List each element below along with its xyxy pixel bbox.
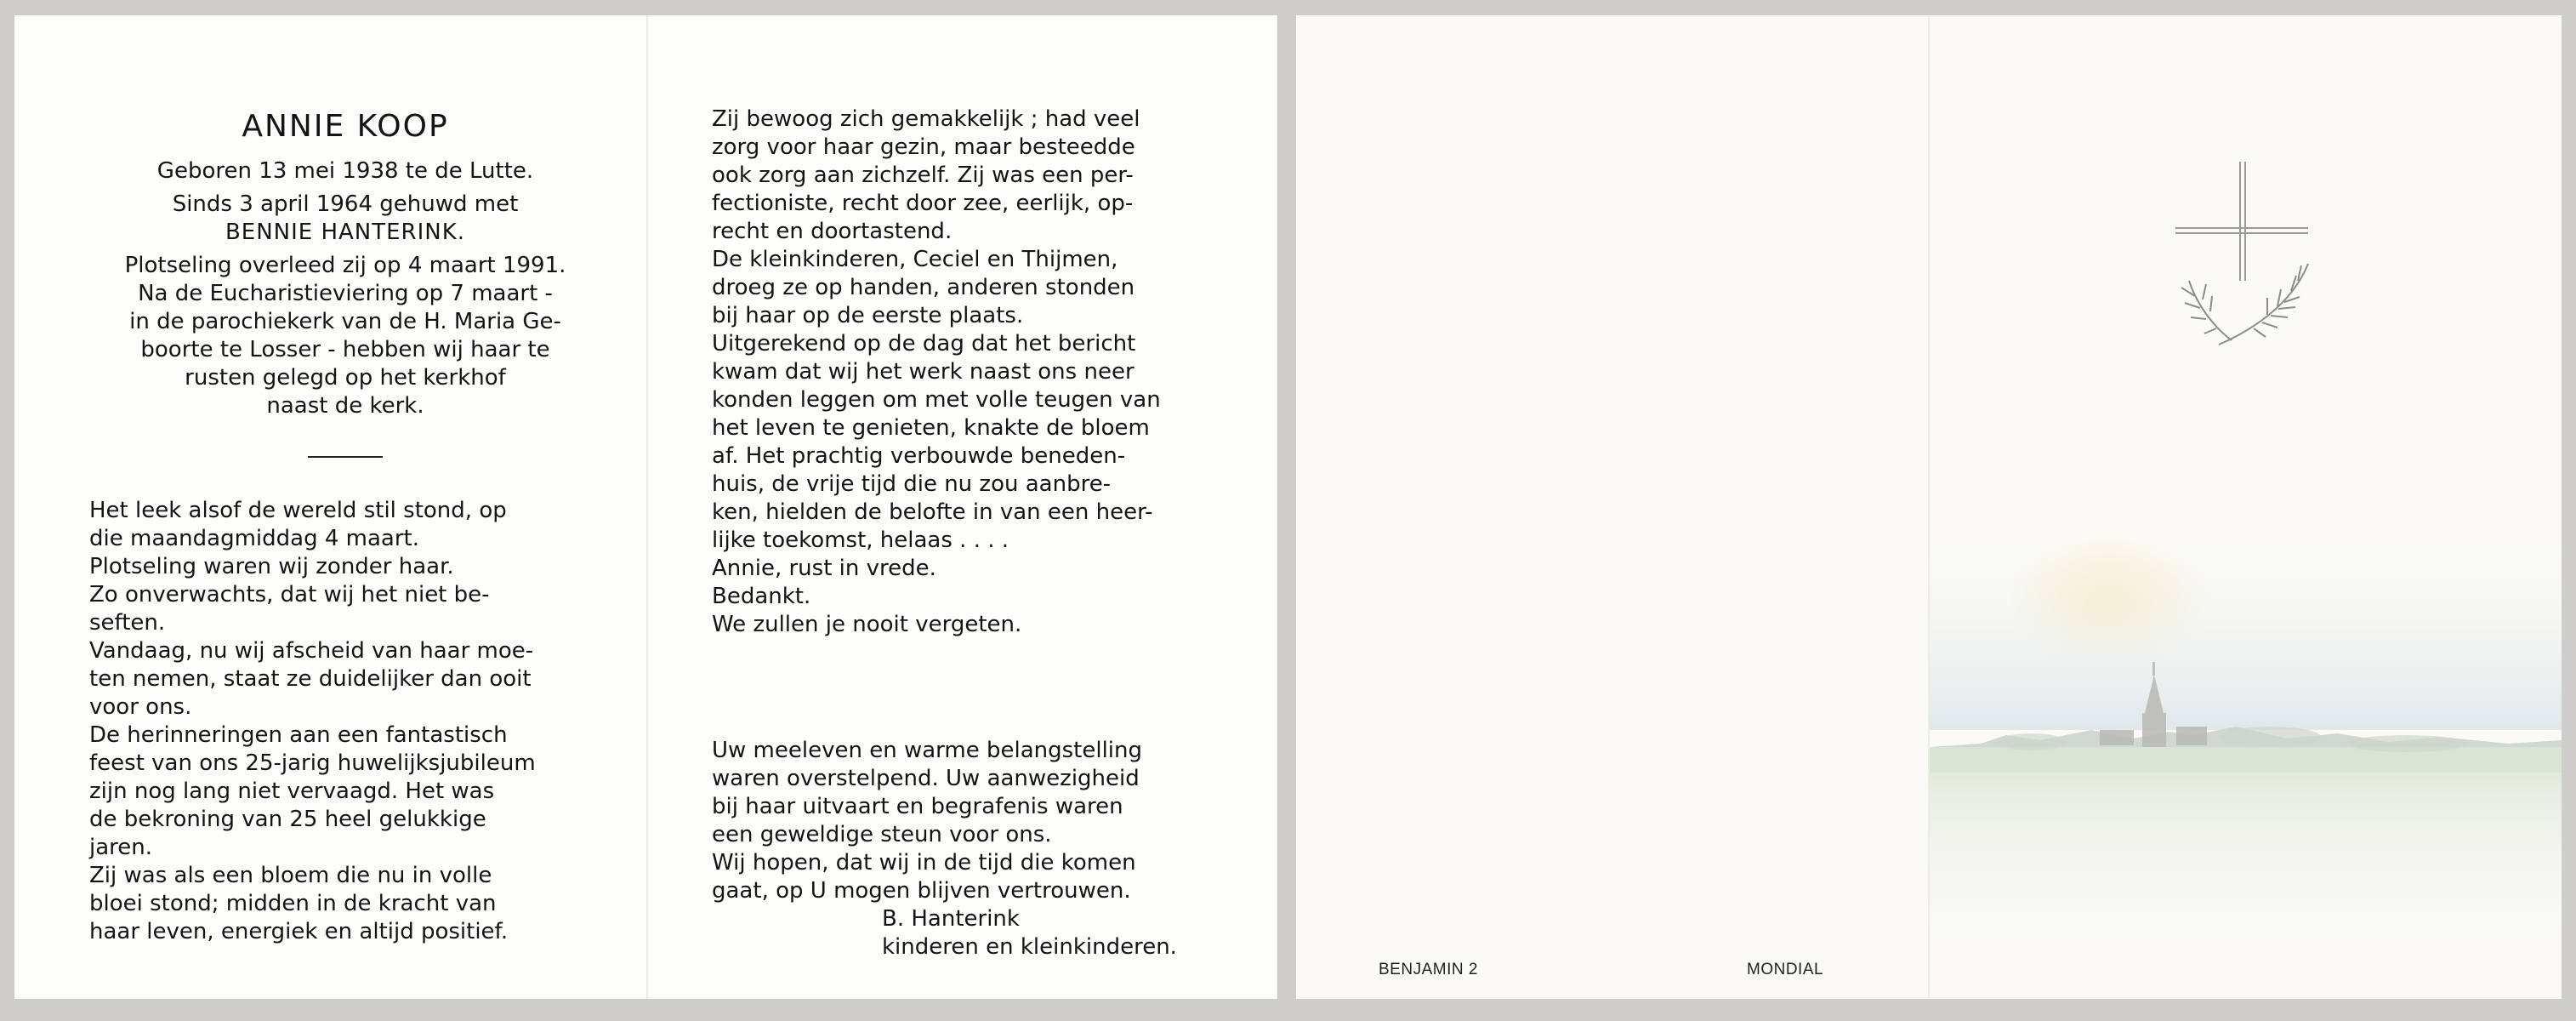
text-line: jaren. <box>89 835 153 860</box>
text-line: ook zorg aan zichzelf. Zij was een per- <box>712 163 1134 188</box>
memorial-card-text-side <box>14 15 1277 999</box>
signature: B. Hanterink <box>882 906 1020 932</box>
village-scene <box>1930 492 2562 999</box>
text-line: Zij was als een bloem die nu in volle <box>89 863 492 888</box>
text-line: bloei stond; midden in de kracht van <box>89 891 497 916</box>
text-line: zijn nog lang niet vervaagd. Het was <box>89 779 495 804</box>
text-line: ken, hielden de belofte in van een heer- <box>712 499 1153 525</box>
text-line: De herinneringen aan een fantastisch <box>89 722 508 748</box>
publisher-label: MONDIAL <box>1747 961 1824 978</box>
text-line: recht en doortastend. <box>712 219 952 244</box>
intro-line: Geboren 13 mei 1938 te de Lutte. <box>156 158 534 184</box>
text-line: Annie, rust in vrede. <box>712 556 936 581</box>
text-line: Uw meeleven en warme belangstelling <box>712 738 1143 763</box>
text-line: af. Het prachtig verbouwde beneden- <box>712 443 1126 469</box>
text-line: gaat, op U mogen blijven vertrouwen. <box>712 878 1131 904</box>
text-line: konden leggen om met volle teugen van <box>712 387 1161 413</box>
divider <box>308 456 383 458</box>
intro-line: Sinds 3 april 1964 gehuwd met <box>172 191 519 217</box>
cross-with-palm-icon <box>2172 162 2317 366</box>
intro-line: Na de Eucharistieviering op 7 maart - <box>138 281 553 306</box>
intro-line: boorte te Losser - hebben wij haar te <box>140 337 550 362</box>
intro-line: naast de kerk. <box>266 393 424 419</box>
text-line: het leven te genieten, knakte de bloem <box>712 415 1150 441</box>
text-line: Zo onverwachts, dat wij het niet be- <box>89 582 490 607</box>
text-line: seften. <box>89 610 166 636</box>
fold-line <box>646 15 648 999</box>
cross-icon <box>2172 162 2317 366</box>
body-text-page-1 <box>89 497 601 946</box>
text-line: De kleinkinderen, Ceciel en Thijmen, <box>712 247 1118 272</box>
spacer <box>712 639 1226 737</box>
text-line: kwam dat wij het werk naast ons neer <box>712 359 1134 385</box>
text-line: fectioniste, recht door zee, eerlijk, op- <box>712 191 1134 216</box>
body-text-page-2 <box>712 106 1226 639</box>
intro-line: Plotseling overleed zij op 4 maart 1991. <box>124 253 566 278</box>
intro-line: rusten gelegd op het kerkhof <box>185 365 506 391</box>
text-line: Zij bewoog zich gemakkelijk ; had veel <box>712 106 1140 132</box>
deceased-name: ANNIE KOOP <box>242 109 449 144</box>
text-line: de bekroning van 25 heel gelukkige <box>89 807 486 832</box>
text-line: ten nemen, staat ze duidelijker dan ooit <box>89 666 532 692</box>
memorial-card-cover-side <box>1296 15 2562 999</box>
card-page-2 <box>712 106 1226 961</box>
text-line: bij haar uitvaart en begrafenis waren <box>712 794 1123 819</box>
text-line: Het leek alsof de wereld stil stond, op <box>89 498 507 523</box>
text-line: Uitgerekend op de dag dat het bericht <box>712 331 1136 356</box>
spouse-name: BENNIE HANTERINK. <box>225 220 466 245</box>
printer-code-label: BENJAMIN 2 <box>1379 961 1478 978</box>
card-page-1 <box>89 109 601 946</box>
text-line: bij haar op de eerste plaats. <box>712 303 1024 328</box>
text-line: Plotseling waren wij zonder haar. <box>89 554 454 579</box>
text-line: voor ons. <box>89 694 192 720</box>
signature-sub: kinderen en kleinkinderen. <box>882 934 1177 960</box>
text-line: huis, de vrije tijd die nu zou aanbre- <box>712 471 1112 497</box>
text-line: zorg voor haar gezin, maar besteedde <box>712 134 1135 160</box>
text-line: een geweldige steun voor ons. <box>712 822 1052 847</box>
text-line: Bedankt. <box>712 584 811 609</box>
thanks-block <box>712 737 1226 961</box>
text-line: droeg ze op handen, anderen stonden <box>712 275 1135 300</box>
intro-block <box>89 157 601 420</box>
text-line: Wij hopen, dat wij in de tijd die komen <box>712 850 1136 876</box>
text-line: haar leven, energiek en altijd positief. <box>89 919 509 944</box>
intro-line: in de parochiekerk van de H. Maria Ge- <box>129 309 561 334</box>
text-line: We zullen je nooit vergeten. <box>712 612 1022 637</box>
text-line: feest van ons 25-jarig huwelijksjubileum <box>89 750 536 776</box>
text-line: waren overstelpend. Uw aanwezigheid <box>712 766 1140 791</box>
text-line: lijke toekomst, helaas . . . . <box>712 528 1009 553</box>
text-line: Vandaag, nu wij afscheid van haar moe- <box>89 638 534 664</box>
text-line: die maandagmiddag 4 maart. <box>89 526 420 551</box>
landscape-illustration <box>1930 492 2562 999</box>
